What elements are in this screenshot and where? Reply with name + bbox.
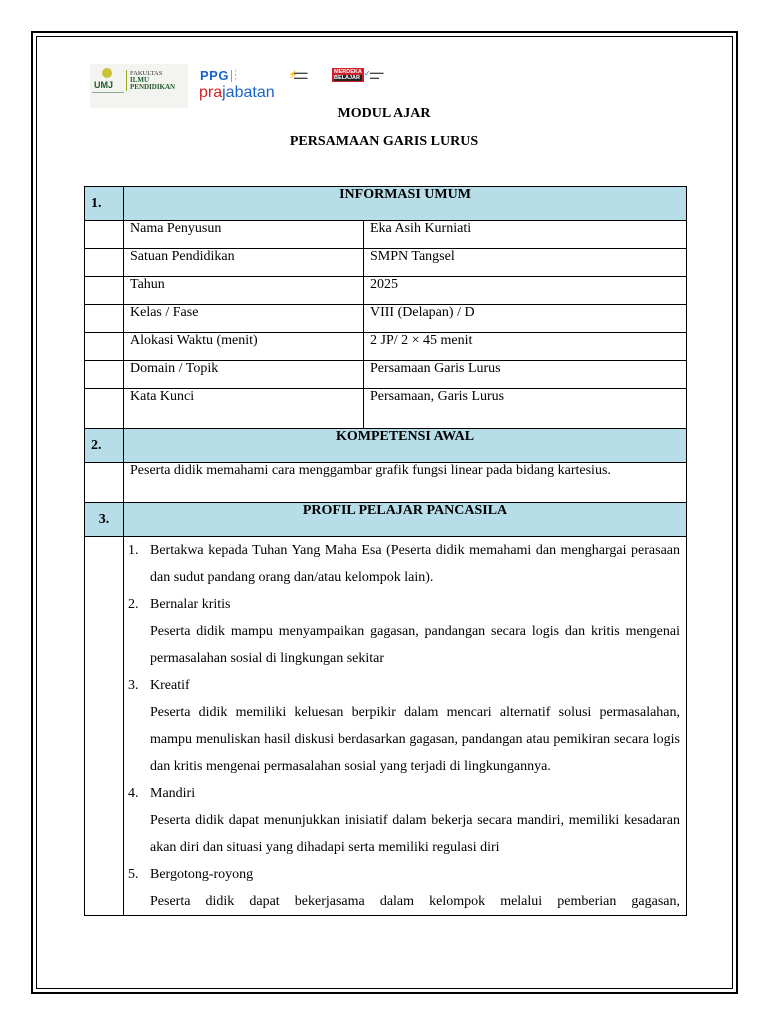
table-row <box>85 305 687 333</box>
info-label: Nama Penyusun <box>124 221 364 249</box>
table-row <box>85 333 687 361</box>
info-label: Alokasi Waktu (menit) <box>124 333 364 361</box>
info-value: 2 JP/ 2 × 45 menit <box>364 333 687 361</box>
list-item-description: Peserta didik dapat bekerjasama dalam kelompok melalui pemberian gagasan, <box>150 894 681 909</box>
list-item-description: Peserta didik dapat menunjukkan inisiatif dalam bekerja secara mandiri, memiliki kesadaran akan diri dan situasi yang dihadapi serta memiliki regulasi diri <box>150 813 681 855</box>
check-icon: ✓ <box>364 69 371 78</box>
list-item-description: Peserta didik memiliki keluesan berpikir dalam mencari alternatif solusi permasalahan, mampu menuliskan hasil diskusi berdasarkan gagasan, pandangan atau pemikiran secara logis dan kritis mengenai permasalahan sosial yang terjadi di lingkungannya. <box>150 705 681 774</box>
info-value: 2025 <box>364 277 687 305</box>
header-logos: UMJ FAKULTAS ILMU PENDIDIKAN PPG ▪ ▪ ▪ prajabatan ⚡ ▬▬▬ ▬▬▬ MERDEKA BELAJAR ✓ ▬▬▬ ▬▬ <box>90 62 410 110</box>
list-number: 2. <box>128 597 139 612</box>
section-header-profil-pelajar-pancasila <box>85 503 687 537</box>
ppg-logo-text: PPG <box>200 68 229 83</box>
list-number: 5. <box>128 867 139 882</box>
table-row <box>85 221 687 249</box>
merdeka-belajar-badge: MERDEKA BELAJAR <box>334 69 362 81</box>
list-item <box>128 537 680 591</box>
info-value: Persamaan, Garis Lurus <box>364 389 687 429</box>
prajabatan-logo: prajabatan <box>199 84 275 101</box>
info-label: Domain / Topik <box>124 361 364 389</box>
table-row <box>85 277 687 305</box>
section-number: 3. <box>85 503 124 537</box>
section-heading: PROFIL PELAJAR PANCASILA <box>124 503 687 537</box>
list-number: 3. <box>128 678 139 693</box>
info-value: SMPN Tangsel <box>364 249 687 277</box>
info-label: Kelas / Fase <box>124 305 364 333</box>
section-number: 1. <box>85 187 124 221</box>
umj-logo-text: UMJ <box>94 80 114 90</box>
list-item <box>128 672 680 780</box>
document-title: MODUL AJAR <box>337 106 431 121</box>
modul-table <box>84 186 687 916</box>
list-item-title: Bertakwa kepada Tuhan Yang Maha Esa (Peserta didik memahami dan menghargai perasaan dan sudut pandang orang dan/atau kelompok lain). <box>150 543 681 585</box>
list-item <box>128 861 680 915</box>
info-label: Tahun <box>124 277 364 305</box>
list-item-title: Mandiri <box>150 786 196 801</box>
info-value: VIII (Delapan) / D <box>364 305 687 333</box>
table-row <box>85 361 687 389</box>
list-item-title: Kreatif <box>150 678 190 693</box>
kompetensi-text: Peserta didik memahami cara menggambar grafik fungsi linear pada bidang kartesius. <box>124 463 687 503</box>
list-number: 1. <box>128 543 139 558</box>
list-number: 4. <box>128 786 139 801</box>
section-header-informasi-umum <box>85 187 687 221</box>
profil-list <box>124 537 687 916</box>
section-heading: KOMPETENSI AWAL <box>124 429 687 463</box>
info-value: Eka Asih Kurniati <box>364 221 687 249</box>
umj-emblem-icon <box>102 68 112 78</box>
list-item <box>128 780 680 861</box>
table-row <box>85 537 687 916</box>
info-label: Satuan Pendidikan <box>124 249 364 277</box>
section-number: 2. <box>85 429 124 463</box>
info-value: Persamaan Garis Lurus <box>364 361 687 389</box>
kemendikbud-icon: ⚡ <box>288 70 298 79</box>
merdeka-belajar-logos: ⚡ ▬▬▬ ▬▬▬ MERDEKA BELAJAR ✓ ▬▬▬ ▬▬ <box>288 69 384 81</box>
section-header-kompetensi-awal <box>85 429 687 463</box>
list-item-title: Bernalar kritis <box>150 597 231 612</box>
table-row <box>85 249 687 277</box>
umj-logo <box>90 64 188 108</box>
list-item <box>128 591 680 672</box>
table-row <box>85 463 687 503</box>
table-row <box>85 389 687 429</box>
umj-faculty-text: FAKULTAS ILMU PENDIDIKAN <box>126 70 175 91</box>
list-item-title: Bergotong-royong <box>150 867 254 882</box>
info-label: Kata Kunci <box>124 389 364 429</box>
document-subtitle: PERSAMAAN GARIS LURUS <box>289 134 479 149</box>
section-heading: INFORMASI UMUM <box>124 187 687 221</box>
list-item-description: Peserta didik mampu menyampaikan gagasan, pandangan secara logis dan kritis mengenai permasalahan sosial di lingkungan sekitar <box>150 624 681 666</box>
